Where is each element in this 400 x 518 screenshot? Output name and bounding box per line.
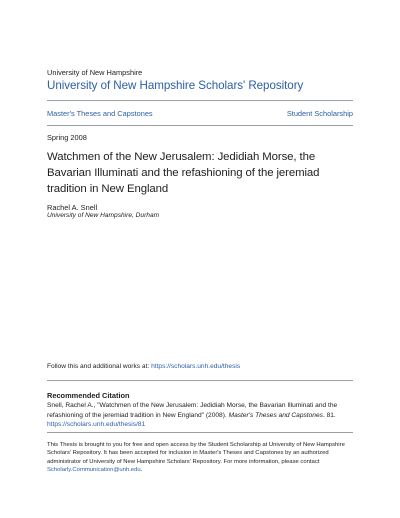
contact-email-link[interactable]: Scholarly.Communication@unh.edu xyxy=(47,467,141,474)
divider xyxy=(47,432,353,433)
citation-block xyxy=(47,401,353,430)
notice-text: This Thesis is brought to you for free and open access by the Student Scholarship at University of New Hampshire Scholars' Repository. It has been accepted for inclusion in Master's Theses and Capstones by an authorized administrator of University of New Hampshire Scholars' Repository. For more information, please contact xyxy=(47,442,345,465)
citation-text: Snell, Rachel A., "Watchmen of the New Jerusalem: Jedidiah Morse, the Bavarian Illuminati and the refashioning of the jeremiad tradition in New England" (2008). xyxy=(47,402,338,419)
follow-line xyxy=(47,363,240,370)
document-title: Watchmen of the New Jerusalem: Jedidiah Morse, the Bavarian Illuminati and the refashioning of the jeremiad tradition in New England xyxy=(47,151,320,196)
author-name: Rachel A. Snell xyxy=(47,203,98,212)
citation-link[interactable]: https://scholars.unh.edu/thesis/81 xyxy=(47,421,146,429)
citation-heading: Recommended Citation xyxy=(47,391,130,400)
access-notice xyxy=(47,441,353,475)
collection-link[interactable]: Master's Theses and Capstones xyxy=(47,109,153,118)
repository-link[interactable]: University of New Hampshire Scholars' Repository xyxy=(47,79,304,92)
author-affiliation: University of New Hampshire, Durham xyxy=(47,212,160,219)
follow-text: Follow this and additional works at: xyxy=(47,363,152,370)
publication-date: Spring 2008 xyxy=(47,133,87,142)
citation-number: . 81. xyxy=(322,411,336,419)
institution-name: University of New Hampshire xyxy=(47,68,143,77)
divider xyxy=(47,100,353,101)
divider xyxy=(47,125,353,126)
follow-link[interactable]: https://scholars.unh.edu/thesis xyxy=(151,363,241,370)
divider xyxy=(47,380,353,381)
notice-end: . xyxy=(140,467,143,474)
citation-series: Master's Theses and Capstones xyxy=(228,411,323,419)
student-scholarship-link[interactable]: Student Scholarship xyxy=(286,109,353,118)
